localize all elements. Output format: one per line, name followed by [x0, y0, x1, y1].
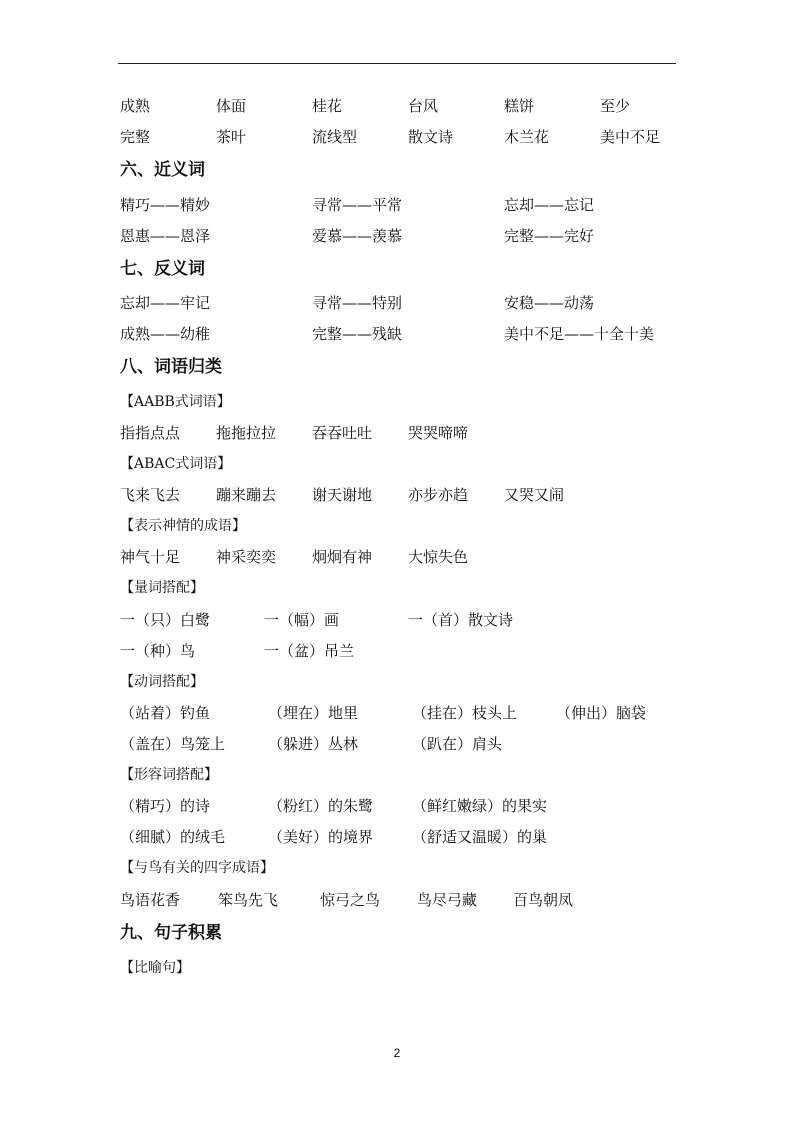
expression-idiom: 大惊失色 [408, 548, 469, 566]
antonym-pair: 完整——残缺 [312, 325, 403, 343]
expression-idiom: 炯炯有神 [312, 548, 373, 566]
word: 成熟 [120, 97, 151, 115]
synonym-pair: 寻常——平常 [312, 196, 403, 214]
word: 至少 [600, 97, 631, 115]
bird-idiom: 鸟语花香 [120, 891, 181, 909]
antonyms-heading: 七、反义词 [120, 259, 205, 279]
verb-label: 【动词搭配】 [120, 674, 204, 690]
synonym-pair: 精巧——精妙 [120, 196, 211, 214]
measure-phrase: 一（盆）吊兰 [264, 642, 355, 660]
antonym-pair: 寻常——特别 [312, 294, 403, 312]
word: 流线型 [312, 128, 358, 146]
abac-word: 亦步亦趋 [408, 486, 469, 504]
antonym-pair: 成熟——幼稚 [120, 325, 211, 343]
aabb-word: 指指点点 [120, 424, 181, 442]
classify-heading: 八、词语归类 [120, 357, 222, 377]
aabb-label: 【AABB式词语】 [120, 394, 231, 410]
measure-phrase: 一（只）白鹭 [120, 611, 211, 629]
simile-label: 【比喻句】 [120, 960, 190, 976]
adjective-phrase: （精巧）的诗 [120, 797, 211, 815]
abac-label: 【ABAC式词语】 [120, 456, 232, 472]
verb-phrase: （趴在）肩头 [412, 735, 503, 753]
measure-phrase: 一（种）鸟 [120, 642, 196, 660]
word: 美中不足 [600, 128, 661, 146]
synonym-pair: 爱慕——羡慕 [312, 227, 403, 245]
aabb-word: 哭哭啼啼 [408, 424, 469, 442]
synonym-pair: 完整——完好 [504, 227, 595, 245]
abac-word: 又哭又闹 [504, 486, 565, 504]
verb-phrase: （盖在）鸟笼上 [120, 735, 226, 753]
adjective-label: 【形容词搭配】 [120, 767, 218, 783]
sentences-heading: 九、句子积累 [120, 923, 222, 943]
antonym-pair: 安稳——动荡 [504, 294, 595, 312]
measure-phrase: 一（首）散文诗 [408, 611, 514, 629]
adjective-phrase: （美好）的境界 [268, 828, 374, 846]
word: 台风 [408, 97, 439, 115]
abac-word: 蹦来蹦去 [216, 486, 277, 504]
word: 散文诗 [408, 128, 454, 146]
adjective-phrase: （舒适又温暖）的巢 [412, 828, 548, 846]
bird-idiom-label: 【与鸟有关的四字成语】 [120, 860, 274, 876]
abac-word: 飞来飞去 [120, 486, 181, 504]
verb-phrase: （站着）钓鱼 [120, 704, 211, 722]
word: 糕饼 [504, 97, 535, 115]
adjective-phrase: （鲜红嫩绿）的果实 [412, 797, 548, 815]
verb-phrase: （埋在）地里 [268, 704, 359, 722]
verb-phrase: （伸出）脑袋 [556, 704, 647, 722]
header-rule [118, 63, 676, 64]
antonym-pair: 忘却——牢记 [120, 294, 211, 312]
verb-phrase: （挂在）枝头上 [412, 704, 518, 722]
word: 茶叶 [216, 128, 247, 146]
antonym-pair: 美中不足——十全十美 [504, 325, 655, 343]
synonym-pair: 忘却——忘记 [504, 196, 595, 214]
expression-idiom: 神采奕奕 [216, 548, 277, 566]
aabb-word: 拖拖拉拉 [216, 424, 277, 442]
word: 木兰花 [504, 128, 550, 146]
adjective-phrase: （粉红）的朱鹭 [268, 797, 374, 815]
bird-idiom: 笨鸟先飞 [218, 891, 279, 909]
measure-phrase: 一（幅）画 [264, 611, 340, 629]
word: 完整 [120, 128, 151, 146]
adjective-phrase: （细腻）的绒毛 [120, 828, 226, 846]
expression-idiom: 神气十足 [120, 548, 181, 566]
verb-phrase: （躲进）丛林 [268, 735, 359, 753]
aabb-word: 吞吞吐吐 [312, 424, 373, 442]
page-number: 2 [393, 1046, 401, 1060]
bird-idiom: 百鸟朝凤 [513, 891, 574, 909]
abac-word: 谢天谢地 [312, 486, 373, 504]
synonyms-heading: 六、近义词 [120, 160, 205, 180]
measure-label: 【量词搭配】 [120, 580, 204, 596]
bird-idiom: 惊弓之鸟 [320, 891, 381, 909]
bird-idiom: 鸟尽弓藏 [417, 891, 478, 909]
word: 体面 [216, 97, 247, 115]
word: 桂花 [312, 97, 343, 115]
synonym-pair: 恩惠——恩泽 [120, 227, 211, 245]
expression-label: 【表示神情的成语】 [120, 518, 246, 534]
